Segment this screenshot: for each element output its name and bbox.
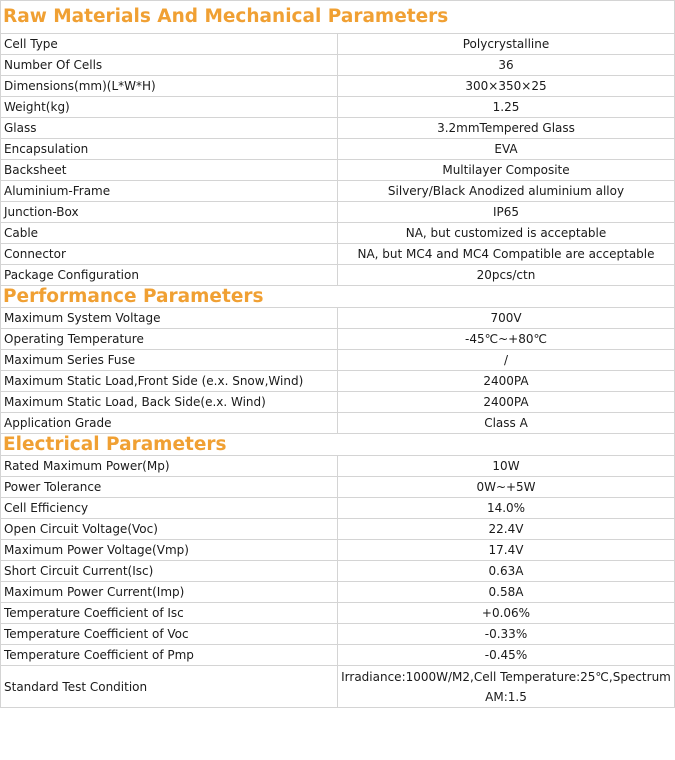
row-value: 17.4V: [338, 540, 675, 561]
row-label: Cell Efficiency: [1, 498, 338, 519]
row-label: Dimensions(mm)(L*W*H): [1, 76, 338, 97]
table-row: [1, 34, 675, 55]
row-value: EVA: [338, 139, 675, 160]
row-value: Polycrystalline: [338, 34, 675, 55]
row-value: 0W~+5W: [338, 477, 675, 498]
table-row: [1, 350, 675, 371]
row-value: 2400PA: [338, 392, 675, 413]
section-title-electrical: Electrical Parameters: [1, 434, 675, 456]
table-row: [1, 118, 675, 139]
table-row: [1, 244, 675, 265]
row-value: -45℃~+80℃: [338, 329, 675, 350]
row-value: 20pcs/ctn: [338, 265, 675, 286]
row-label: Maximum System Voltage: [1, 308, 338, 329]
row-value: 1.25: [338, 97, 675, 118]
row-value: -0.45%: [338, 645, 675, 666]
table-row: [1, 456, 675, 477]
row-label: Maximum Power Voltage(Vmp): [1, 540, 338, 561]
row-value: 0.58A: [338, 582, 675, 603]
table-row: [1, 223, 675, 244]
table-row: [1, 582, 675, 603]
table-row: [1, 265, 675, 286]
row-label: Junction-Box: [1, 202, 338, 223]
row-label: Standard Test Condition: [1, 666, 338, 708]
section-title-raw-materials: Raw Materials And Mechanical Parameters: [1, 1, 675, 34]
table-row: [1, 329, 675, 350]
section-header-row: [1, 1, 675, 34]
table-row: [1, 76, 675, 97]
row-value: NA, but MC4 and MC4 Compatible are acceptable: [338, 244, 675, 265]
row-value: Silvery/Black Anodized aluminium alloy: [338, 181, 675, 202]
row-label: Operating Temperature: [1, 329, 338, 350]
row-value: 2400PA: [338, 371, 675, 392]
row-label: Power Tolerance: [1, 477, 338, 498]
row-value: 22.4V: [338, 519, 675, 540]
row-value: NA, but customized is acceptable: [338, 223, 675, 244]
table-row: [1, 371, 675, 392]
row-label: Temperature Coefficient of Isc: [1, 603, 338, 624]
table-row: [1, 181, 675, 202]
row-value: Multilayer Composite: [338, 160, 675, 181]
table-row: [1, 202, 675, 223]
row-label: Maximum Static Load, Back Side(e.x. Wind): [1, 392, 338, 413]
row-label: Rated Maximum Power(Mp): [1, 456, 338, 477]
row-value: 300×350×25: [338, 76, 675, 97]
table-row: [1, 139, 675, 160]
row-value: /: [338, 350, 675, 371]
row-value: 14.0%: [338, 498, 675, 519]
table-row: [1, 413, 675, 434]
table-row: [1, 624, 675, 645]
row-label: Weight(kg): [1, 97, 338, 118]
row-label: Encapsulation: [1, 139, 338, 160]
section-header-row: [1, 286, 675, 308]
row-label: Aluminium-Frame: [1, 181, 338, 202]
table-row: [1, 498, 675, 519]
row-value: +0.06%: [338, 603, 675, 624]
row-value: IP65: [338, 202, 675, 223]
row-value: Irradiance:1000W/M2,Cell Temperature:25℃,Spectrum AM:1.5: [338, 666, 675, 708]
table-row: [1, 645, 675, 666]
row-value: 0.63A: [338, 561, 675, 582]
table-row: [1, 160, 675, 181]
row-label: Application Grade: [1, 413, 338, 434]
row-value: Class A: [338, 413, 675, 434]
row-label: Cable: [1, 223, 338, 244]
row-label: Cell Type: [1, 34, 338, 55]
row-label: Maximum Series Fuse: [1, 350, 338, 371]
row-value: 36: [338, 55, 675, 76]
row-value: 3.2mmTempered Glass: [338, 118, 675, 139]
row-label: Open Circuit Voltage(Voc): [1, 519, 338, 540]
row-value: -0.33%: [338, 624, 675, 645]
table-row: [1, 55, 675, 76]
table-row: [1, 477, 675, 498]
row-label: Temperature Coefficient of Voc: [1, 624, 338, 645]
table-row: [1, 561, 675, 582]
row-value: 10W: [338, 456, 675, 477]
row-label: Number Of Cells: [1, 55, 338, 76]
table-row: [1, 392, 675, 413]
row-label: Backsheet: [1, 160, 338, 181]
table-row: [1, 603, 675, 624]
row-label: Package Configuration: [1, 265, 338, 286]
row-label: Short Circuit Current(Isc): [1, 561, 338, 582]
row-label: Glass: [1, 118, 338, 139]
table-row: [1, 308, 675, 329]
section-title-performance: Performance Parameters: [1, 286, 675, 308]
section-header-row: [1, 434, 675, 456]
table-row: [1, 97, 675, 118]
row-label: Temperature Coefficient of Pmp: [1, 645, 338, 666]
row-label: Connector: [1, 244, 338, 265]
table-row: [1, 666, 675, 708]
row-label: Maximum Static Load,Front Side (e.x. Snow,Wind): [1, 371, 338, 392]
table-row: [1, 519, 675, 540]
row-value: 700V: [338, 308, 675, 329]
table-row: [1, 540, 675, 561]
row-label: Maximum Power Current(Imp): [1, 582, 338, 603]
